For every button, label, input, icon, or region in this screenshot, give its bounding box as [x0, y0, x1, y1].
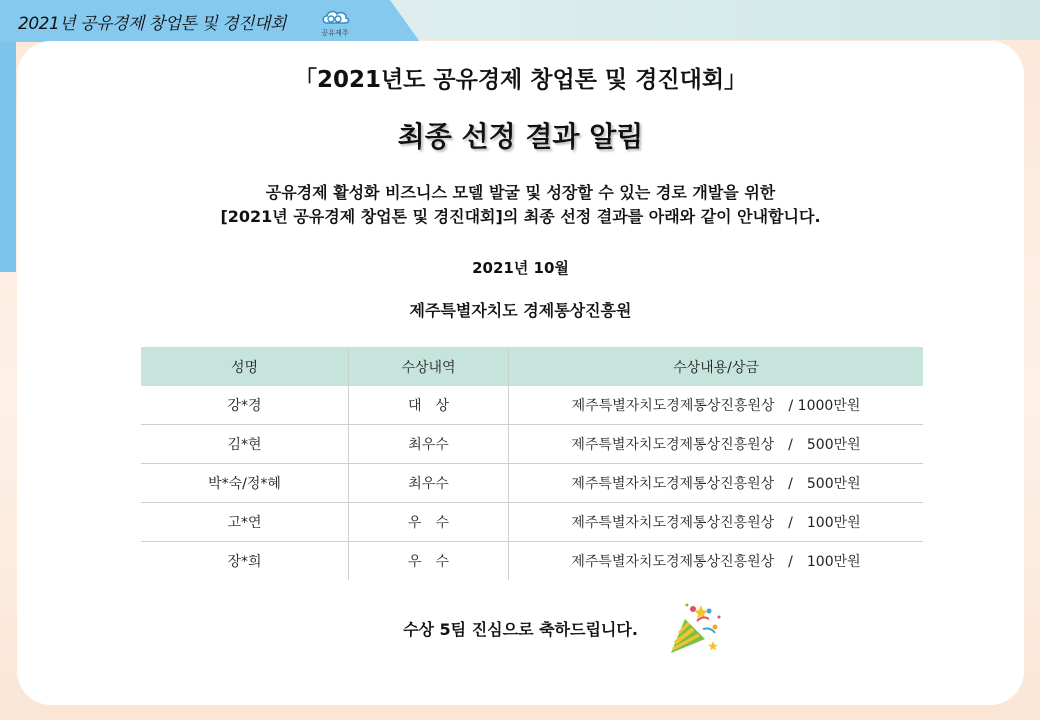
- cell-prize: 제주특별자치도경제통상진흥원상 / 100만원: [509, 542, 924, 581]
- result-title: 최종 선정 결과 알림: [397, 120, 644, 153]
- cell-award: 대 상: [349, 386, 509, 425]
- header-name: 성명: [141, 347, 349, 386]
- table-row: [141, 386, 923, 425]
- cell-name: 고*연: [141, 503, 349, 542]
- table-row: [141, 464, 923, 503]
- intro-text: [17, 181, 1024, 229]
- header-award: 수상내역: [349, 347, 509, 386]
- cell-name: 김*현: [141, 425, 349, 464]
- cell-name: 장*희: [227, 554, 262, 570]
- cell-award: 최우수: [349, 425, 509, 464]
- cell-name: 강*경: [141, 386, 349, 425]
- logo-text: 공유제주: [321, 29, 349, 37]
- cell-award: 우 수: [349, 542, 509, 581]
- organization-name: 제주특별자치도 경제통상진흥원: [409, 301, 632, 320]
- results-table: [141, 347, 923, 580]
- header-prize: 수상내용/상금: [509, 347, 924, 386]
- cell-award: 우 수: [349, 503, 509, 542]
- table-row: [141, 425, 923, 464]
- intro-line-2: [2021년 공유경제 창업톤 및 경진대회]의 최종 선정 결과를 아래와 같이 안내합니다.: [220, 207, 821, 226]
- cell-prize: 제주특별자치도경제통상진흥원상 / 500만원: [509, 464, 924, 503]
- table-row: [141, 503, 923, 542]
- cloud-logo-icon: [318, 8, 352, 38]
- table-row: [141, 542, 923, 581]
- cell-prize: 제주특별자치도경제통상진흥원상 / 500만원: [509, 425, 924, 464]
- cell-prize: 제주특별자치도경제통상진흥원상 / 1000만원: [509, 386, 924, 425]
- announcement-date: 2021년 10월: [472, 259, 569, 277]
- cell-award: 최우수: [349, 464, 509, 503]
- table-header-row: [141, 347, 923, 386]
- header-title: 2021년 공유경제 창업톤 및 경진대회: [18, 14, 286, 34]
- congratulations-text: 수상 5팀 진심으로 축하드립니다.: [403, 620, 638, 639]
- intro-line-1: 공유경제 활성화 비즈니스 모델 발굴 및 성장할 수 있는 경로 개발을 위한: [265, 183, 776, 202]
- event-title: 「2021년도 공유경제 창업톤 및 경진대회」: [293, 67, 748, 93]
- party-popper-icon: [663, 601, 723, 661]
- announcement-card: [17, 41, 1024, 705]
- cell-prize: 제주특별자치도경제통상진흥원상 / 100만원: [509, 503, 924, 542]
- cell-name: 박*숙/정*혜: [141, 464, 349, 503]
